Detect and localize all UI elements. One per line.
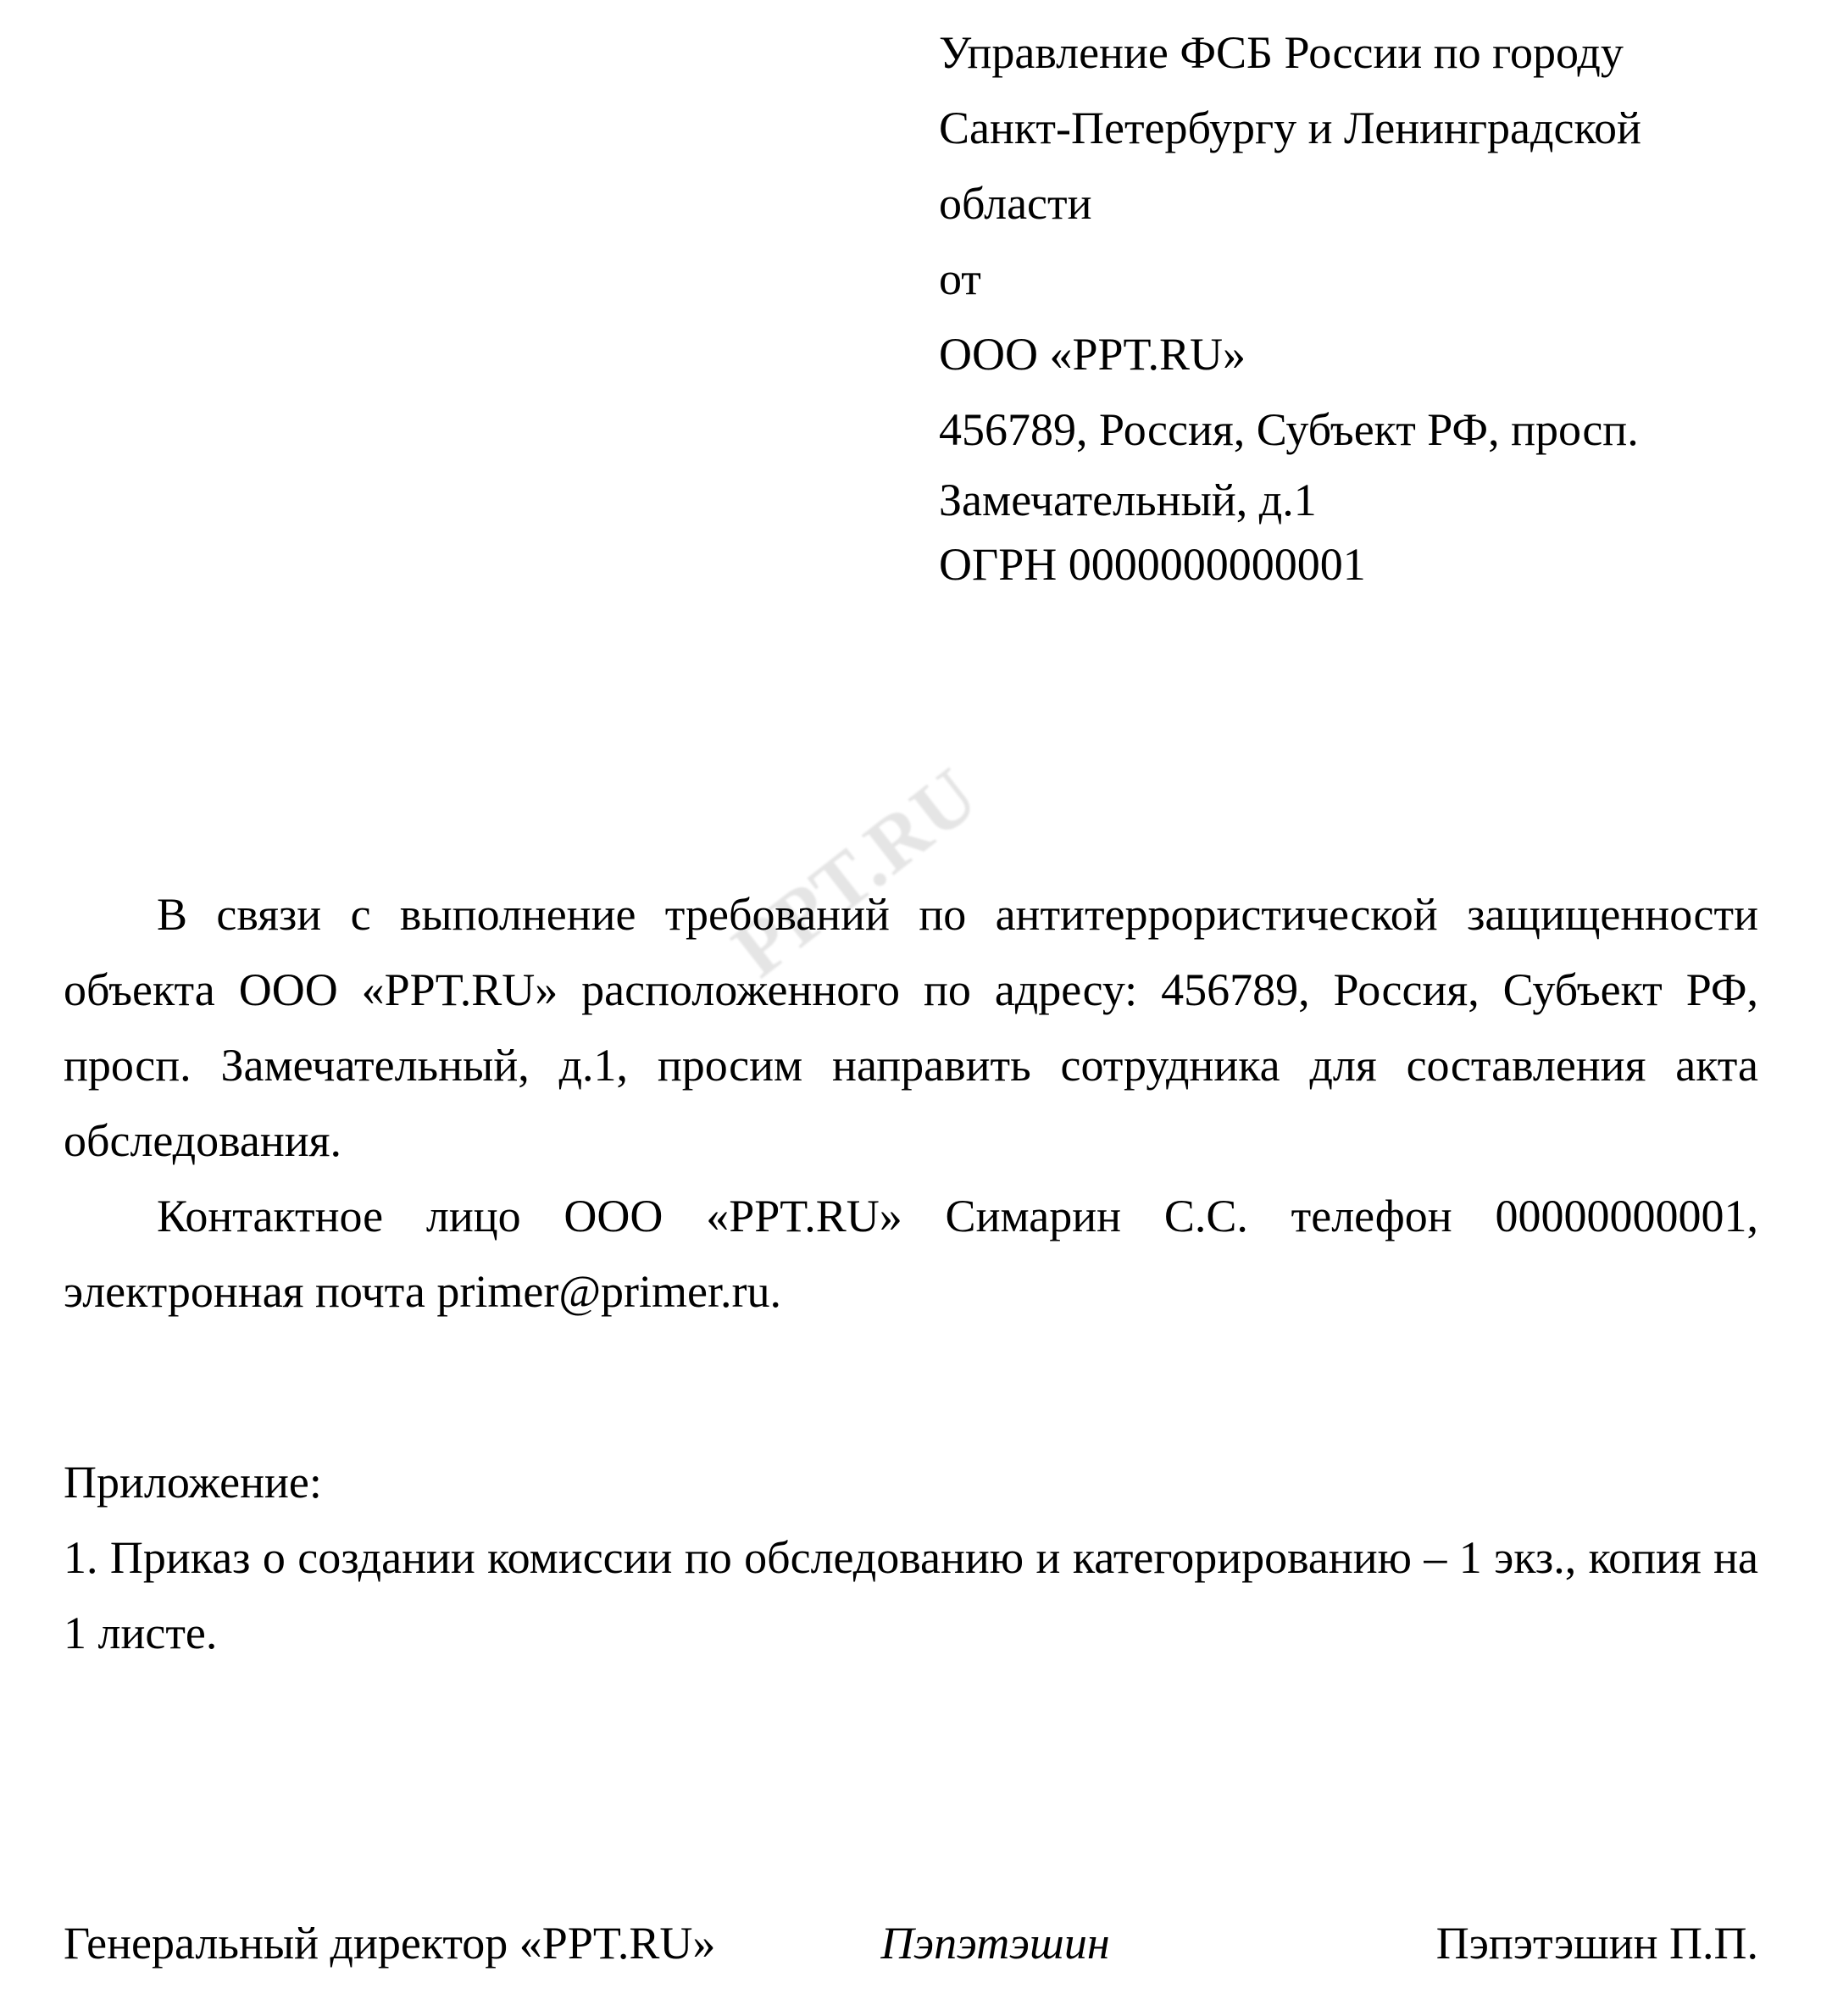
addressee-organization-line-2: Санкт-Петербургу и Ленинградской bbox=[939, 103, 1641, 153]
signature-autograph: Пэпэтэшин bbox=[880, 1918, 1110, 1969]
addressee-from-label: от bbox=[939, 253, 981, 304]
body-paragraph-contact: Контактное лицо ООО «PPT.RU» Симарин С.С. телефон 00000000001, электронная почта primer@primer.ru. bbox=[64, 1191, 1758, 1317]
sender-company-name: ООО «PPT.RU» bbox=[939, 329, 1246, 380]
sender-ogrn: ОГРН 0000000000001 bbox=[939, 539, 1366, 590]
body-paragraph-request: В связи с выполнение требований по антитеррористической защищенности объекта ООО «PPT.RU» расположенного по адресу: 456789, Россия, Субъект РФ, просп. Замечательный, д.1, просим направить сотрудника для составления акта обследования. bbox=[64, 889, 1758, 1166]
letter-body bbox=[64, 877, 1758, 1330]
addressee-organization-line-1: Управление ФСБ России по городу bbox=[939, 27, 1624, 78]
watermark-pptru: PPT.RU bbox=[717, 750, 994, 993]
addressee-organization-line-3: области bbox=[939, 178, 1092, 229]
addressee-block bbox=[939, 15, 1752, 597]
signature-row bbox=[64, 1913, 1758, 1973]
signatory-name: Пэпэтэшин П.П. bbox=[1435, 1918, 1758, 1969]
attachments-heading: Приложение: bbox=[64, 1457, 322, 1508]
sender-address-line-2: Замечательный, д.1 bbox=[939, 475, 1317, 525]
attachments-block bbox=[64, 1445, 1758, 1671]
sender-address-line-1: 456789, Россия, Субъект РФ, просп. bbox=[939, 404, 1639, 455]
signatory-role: Генеральный директор «PPT.RU» bbox=[64, 1918, 716, 1969]
attachment-item-1: 1. Приказ о создании комиссии по обследованию и категорированию – 1 экз., копия на 1 листе. bbox=[64, 1532, 1758, 1658]
